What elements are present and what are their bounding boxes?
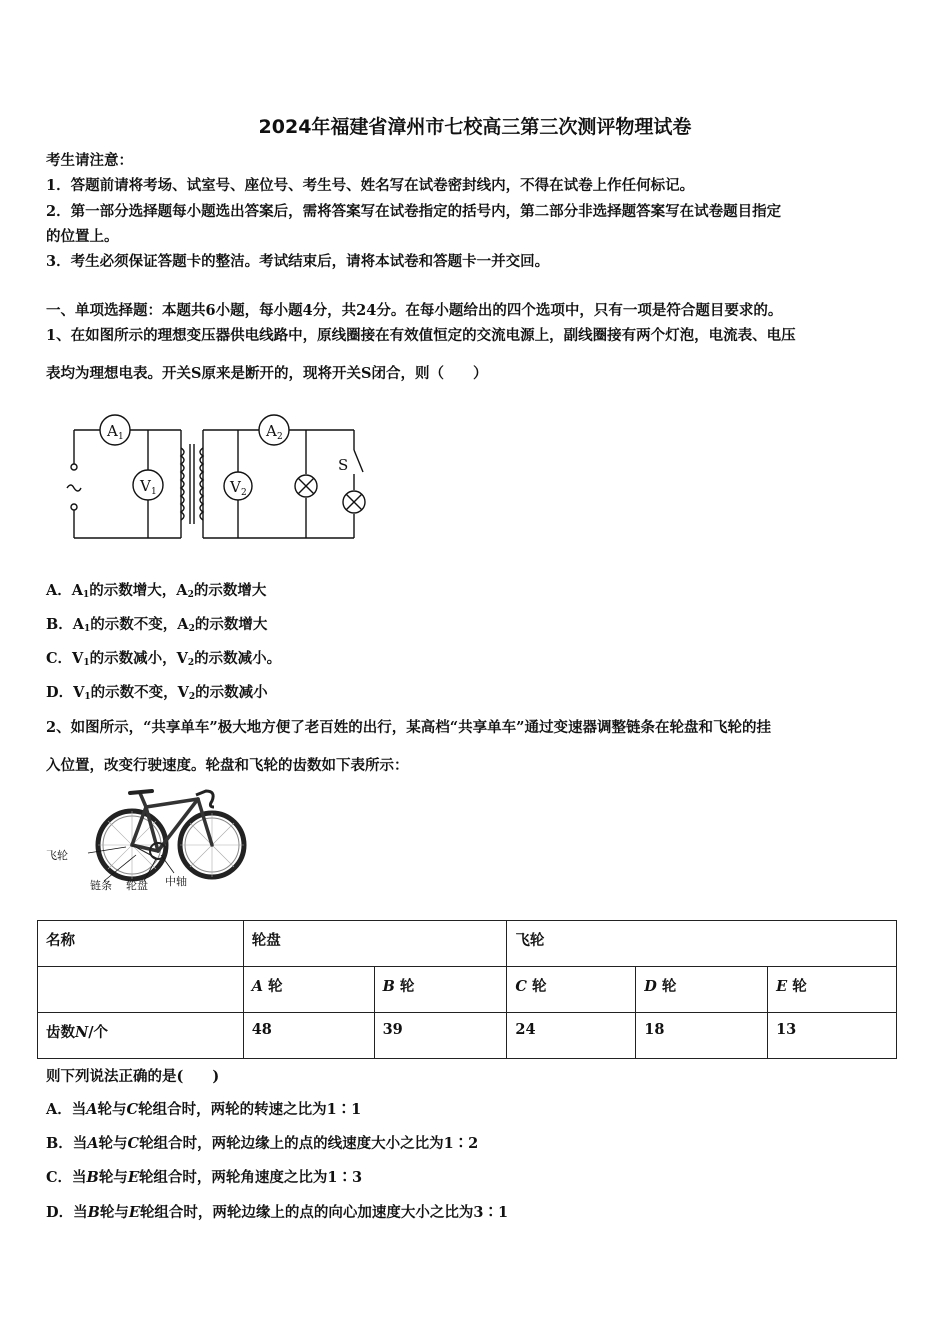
switch-s-label: S xyxy=(338,456,349,474)
wheel-a-cell: A 轮 xyxy=(243,967,374,1013)
notice-item: 的位置上。 xyxy=(46,228,119,245)
q1-option-a: A．$A_1$的示数增大，$A_2$的示数增大 xyxy=(46,582,267,600)
question-2-stem: 2、如图所示，“共享单车”极大地方便了老百姓的出行，某高档“共享单车”通过变速器调整链条在轮盘和飞轮的挂 xyxy=(46,719,771,736)
notice-heading: 考生请注意： xyxy=(46,152,133,169)
q1-option-d: D．$V_1$的示数不变，$V_2$的示数减小 xyxy=(46,684,268,702)
q1-option-c: C．$V_1$的示数减小，$V_2$的示数减小。 xyxy=(46,650,282,668)
ammeter-a1-label: A xyxy=(107,422,118,440)
section-heading: 一、单项选择题：本题共6小题，每小题4分，共24分。在每小题给出的四个选项中，只有一项是符合题目要求的。 xyxy=(46,302,783,319)
q2-option-c: C．当B轮与E轮组合时，两轮角速度之比为1∶3 xyxy=(46,1169,363,1186)
table-row xyxy=(38,921,897,967)
voltmeter-v2-label: V xyxy=(230,478,241,496)
wheel-c-cell: C 轮 xyxy=(507,967,636,1013)
notice-item: 2．第一部分选择题每小题选出答案后，需将答案写在试卷指定的括号内，第二部分非选择题答案写在试卷题目指定 xyxy=(46,203,782,220)
q2-option-b: B．当A轮与C轮组合时，两轮边缘上的点的线速度大小之比为1∶2 xyxy=(46,1135,479,1152)
voltmeter-v1-subscript: 1 xyxy=(151,487,157,497)
bicycle-illustration xyxy=(40,785,250,895)
bike-label-chain: 链条 xyxy=(90,879,112,892)
teeth-label-cell: 齿数N/个 xyxy=(38,1013,244,1059)
q1-option-b: B．$A_1$的示数不变，$A_2$的示数增大 xyxy=(46,616,268,634)
header-flywheel-cell: 飞轮 xyxy=(507,921,897,967)
notice-item: 1．答题前请将考场、试室号、座位号、考生号、姓名写在试卷密封线内，不得在试卷上作任何标记。 xyxy=(46,177,695,194)
bike-label-chainring: 轮盘 xyxy=(126,879,148,892)
gear-teeth-table xyxy=(37,920,897,1059)
page-title: 2024年福建省漳州市七校高三第三次测评物理试卷 xyxy=(258,116,692,138)
header-name-cell: 名称 xyxy=(38,921,244,967)
wheel-b-cell: B 轮 xyxy=(374,967,507,1013)
bike-label-axle: 中轴 xyxy=(165,875,187,888)
ammeter-a1-subscript: 1 xyxy=(118,432,124,442)
wheel-d-cell: D 轮 xyxy=(636,967,768,1013)
teeth-d-cell: 18 xyxy=(636,1013,768,1059)
teeth-b-cell: 39 xyxy=(374,1013,507,1059)
wheel-e-cell: E 轮 xyxy=(768,967,897,1013)
teeth-e-cell: 13 xyxy=(768,1013,897,1059)
table-row xyxy=(38,967,897,1013)
question-1-stem-cont: 表均为理想电表。开关S原来是断开的，现将开关S闭合，则（ ） xyxy=(46,365,488,382)
voltmeter-v1-label: V xyxy=(140,477,151,495)
transformer-circuit-diagram xyxy=(60,412,380,547)
bike-label-flywheel: 飞轮 xyxy=(46,849,68,862)
teeth-c-cell: 24 xyxy=(507,1013,636,1059)
question-2-prompt: 则下列说法正确的是( ) xyxy=(46,1068,220,1085)
voltmeter-v2-subscript: 2 xyxy=(241,488,247,498)
ammeter-a2-label: A xyxy=(266,422,277,440)
notice-item: 3．考生必须保证答题卡的整洁。考试结束后，请将本试卷和答题卡一并交回。 xyxy=(46,253,550,270)
table-row xyxy=(38,1013,897,1059)
ammeter-a2-subscript: 2 xyxy=(277,432,283,442)
q2-option-d: D．当B轮与E轮组合时，两轮边缘上的点的向心加速度大小之比为3∶1 xyxy=(46,1204,509,1221)
q2-option-a: A．当A轮与C轮组合时，两轮的转速之比为1∶1 xyxy=(46,1101,362,1118)
question-2-stem-cont: 入位置，改变行驶速度。轮盘和飞轮的齿数如下表所示： xyxy=(46,757,409,774)
table-cell xyxy=(38,967,244,1013)
teeth-a-cell: 48 xyxy=(243,1013,374,1059)
question-1-stem: 1、在如图所示的理想变压器供电线路中，原线圈接在有效值恒定的交流电源上，副线圈接有两个灯泡，电流表、电压 xyxy=(46,327,796,344)
header-chainring-cell: 轮盘 xyxy=(243,921,507,967)
